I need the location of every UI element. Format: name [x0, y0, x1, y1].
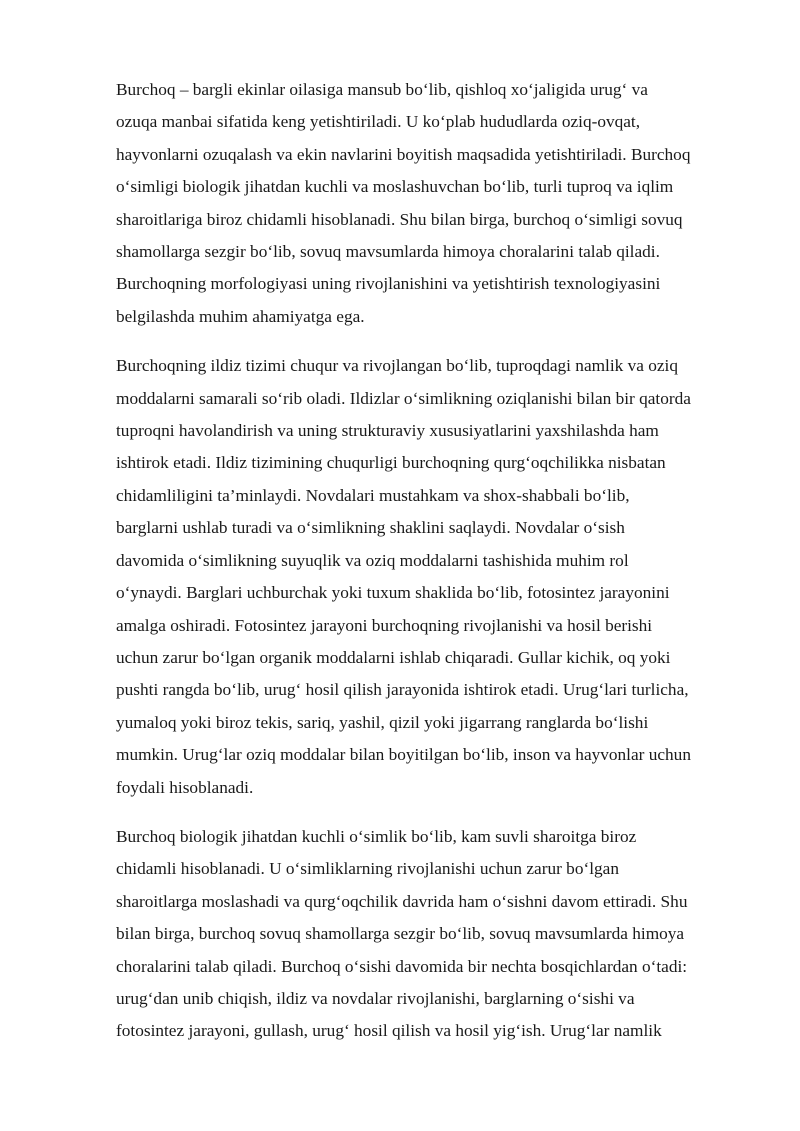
document-page: [116, 74, 744, 1065]
text-line: Burchoq biologik jihatdan kuchli o‘simlik bo‘lib, kam suvli sharoitga biroz: [116, 826, 637, 846]
text-line: mumkin. Urug‘lar oziq moddalar bilan boyitilgan bo‘lib, inson va hayvonlar uchun: [116, 745, 691, 765]
paragraph-3: [116, 821, 744, 1048]
text-line: uchun zarur bo‘lgan organik moddalarni ishlab chiqaradi. Gullar kichik, oq yoki: [116, 647, 671, 667]
text-line: barglarni ushlab turadi va o‘simlikning shaklini saqlaydi. Novdalar o‘sish: [116, 518, 625, 538]
text-line: ozuqa manbai sifatida keng yetishtiriladi. U ko‘plab hududlarda oziq-ovqat,: [116, 112, 641, 132]
text-line: davomida o‘simlikning suyuqlik va oziq moddalarni tashishida muhim rol: [116, 550, 629, 570]
paragraph-2: [116, 350, 744, 804]
text-line: urug‘dan unib chiqish, ildiz va novdalar rivojlanishi, barglarning o‘sishi va: [116, 988, 635, 1008]
text-line: o‘ynaydi. Barglari uchburchak yoki tuxum shaklida bo‘lib, fotosintez jarayonini: [116, 583, 670, 603]
text-line: o‘simligi biologik jihatdan kuchli va moslashuvchan bo‘lib, turli tuproq va iqlim: [116, 177, 674, 197]
text-line: choralarini talab qiladi. Burchoq o‘sishi davomida bir nechta bosqichlardan o‘tadi:: [116, 956, 688, 976]
text-line: chidamliligini ta’minlaydi. Novdalari mustahkam va shox-shabbali bo‘lib,: [116, 485, 630, 505]
text-line: shamollarga sezgir bo‘lib, sovuq mavsumlarda himoya choralarini talab qiladi.: [116, 242, 660, 262]
text-line: bilan birga, burchoq sovuq shamollarga sezgir bo‘lib, sovuq mavsumlarda himoya: [116, 924, 685, 944]
text-line: sharoitlarga moslashadi va qurg‘oqchilik davrida ham o‘sishni davom ettiradi. Shu: [116, 891, 688, 911]
text-line: amalga oshiradi. Fotosintez jarayoni burchoqning rivojlanishi va hosil berishi: [116, 615, 653, 635]
text-line: Burchoq – bargli ekinlar oilasiga mansub bo‘lib, qishloq xo‘jaligida urug‘ va: [116, 80, 648, 99]
text-line: hayvonlarni ozuqalash va ekin navlarini boyitish maqsadida yetishtiriladi. Burchoq: [116, 144, 691, 164]
text-line: pushti rangda bo‘lib, urug‘ hosil qilish jarayonida ishtirok etadi. Urug‘lari turlicha,: [116, 680, 689, 700]
text-line: ishtirok etadi. Ildiz tizimining chuqurligi burchoqning qurg‘oqchilikka nisbatan: [116, 453, 666, 473]
text-line: Burchoqning morfologiyasi uning rivojlanishini va yetishtirish texnologiyasini: [116, 274, 661, 294]
paragraph-1: [116, 74, 744, 333]
text-line: moddalarni samarali so‘rib oladi. Ildizlar o‘simlikning oziqlanishi bilan bir qatorda: [116, 388, 691, 408]
text-line: sharoitlariga biroz chidamli hisoblanadi. Shu bilan birga, burchoq o‘simligi sovuq: [116, 209, 683, 229]
text-line: tuproqni havolandirish va uning strukturaviy xususiyatlarini yaxshilashda ham: [116, 421, 659, 441]
text-line: yumaloq yoki biroz tekis, sariq, yashil, qizil yoki jigarrang ranglarda bo‘lishi: [116, 712, 649, 732]
text-line: chidamli hisoblanadi. U o‘simliklarning rivojlanishi uchun zarur bo‘lgan: [116, 859, 619, 879]
text-line: fotosintez jarayoni, gullash, urug‘ hosil qilish va hosil yig‘ish. Urug‘lar namlik: [116, 1021, 662, 1041]
text-line: belgilashda muhim ahamiyatga ega.: [116, 306, 365, 326]
text-line: Burchoqning ildiz tizimi chuqur va rivojlangan bo‘lib, tuproqdagi namlik va oziq: [116, 356, 679, 376]
text-line: foydali hisoblanadi.: [116, 777, 254, 797]
